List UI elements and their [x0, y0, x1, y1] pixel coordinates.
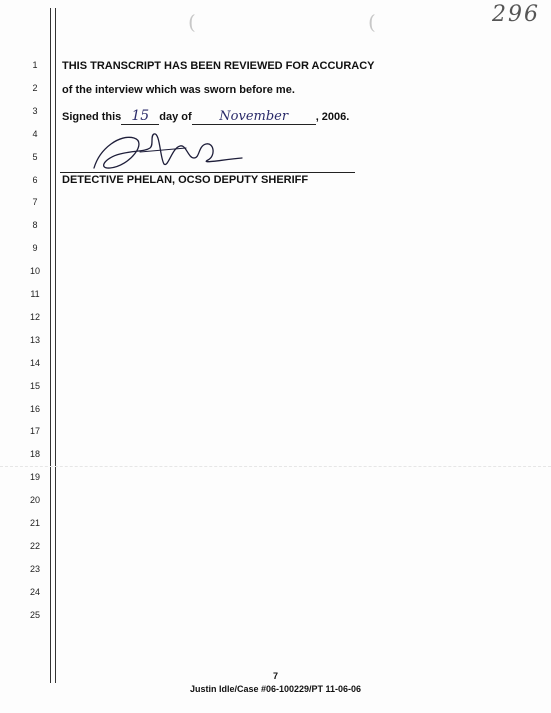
line-number: 24 — [29, 586, 40, 597]
line-number: 12 — [29, 311, 40, 322]
signed-prefix: Signed this — [62, 111, 122, 123]
signature-line — [60, 172, 355, 173]
line-number: 9 — [32, 243, 38, 254]
day-of-text: day of — [159, 111, 192, 123]
day-blank — [121, 108, 159, 125]
margin-rule-inner — [55, 8, 56, 683]
line-number: 2 — [32, 82, 38, 93]
line-number: 3 — [32, 105, 38, 116]
line-number: 11 — [30, 289, 40, 299]
line-number: 6 — [32, 174, 38, 185]
line-number: 13 — [29, 334, 40, 345]
line-number: 4 — [32, 128, 38, 139]
line-number: 10 — [29, 266, 40, 277]
year-suffix: , 2006. — [315, 111, 350, 123]
line-number: 7 — [32, 197, 38, 208]
line-number: 14 — [29, 357, 40, 368]
line-number: 8 — [32, 220, 38, 231]
line-number: 1 — [32, 60, 38, 70]
sworn-statement-line: of the interview which was sworn before me. — [62, 84, 295, 96]
month-blank — [192, 109, 316, 125]
handwritten-day: 15 — [131, 108, 150, 124]
review-statement-line: THIS TRANSCRIPT HAS BEEN REVIEWED FOR ACCURACY — [62, 60, 375, 72]
line-number: 15 — [29, 380, 40, 391]
handwritten-page-stamp: 296 — [492, 2, 540, 27]
line-number: 19 — [29, 472, 40, 483]
scan-artifact-paren-right: ( — [368, 10, 376, 34]
line-number: 17 — [29, 426, 40, 437]
line-number: 23 — [29, 563, 40, 574]
footer-case-reference: Justin Idle/Case #06-100229/PT 11-06-06 — [189, 684, 362, 694]
line-number: 20 — [29, 495, 40, 506]
signatory-name-line: DETECTIVE PHELAN, OCSO DEPUTY SHERIFF — [62, 174, 309, 186]
line-number: 22 — [29, 540, 40, 551]
scan-artifact-paren-left: ( — [188, 10, 196, 34]
line-number: 18 — [29, 449, 40, 460]
footer-page-number: 7 — [272, 671, 278, 681]
signature-scribble — [90, 128, 250, 176]
line-number: 21 — [29, 518, 40, 528]
line-number: 5 — [32, 151, 38, 162]
line-number: 25 — [29, 609, 40, 620]
scan-fold-line — [0, 466, 551, 467]
line-number: 16 — [29, 403, 40, 414]
margin-rule-outer — [50, 8, 51, 683]
signed-date-line — [62, 108, 349, 125]
handwritten-month: November — [219, 109, 289, 124]
